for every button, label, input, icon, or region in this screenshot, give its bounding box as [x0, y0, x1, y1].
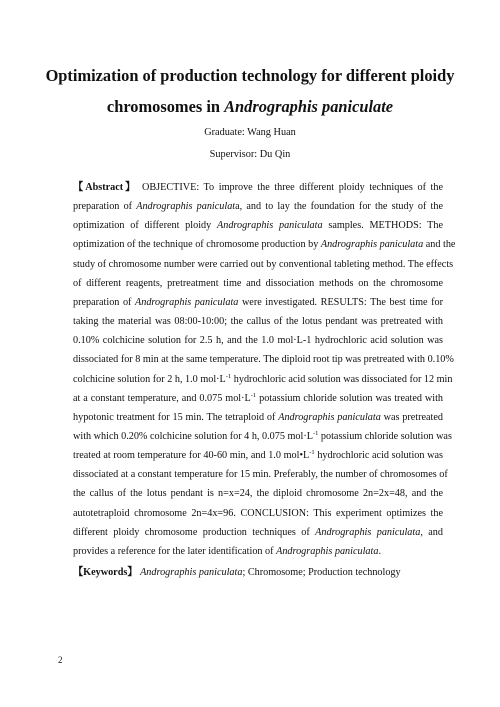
abstract-line	[73, 258, 454, 271]
text-segment: preparation of	[73, 296, 136, 308]
abstract-line	[73, 334, 443, 347]
abstract-line	[73, 487, 443, 500]
text-segment: colchicine solution for 2 h, 1.0 mol·L	[73, 373, 226, 385]
abstract-line	[73, 411, 443, 424]
abstract-line	[73, 238, 456, 251]
text-segment: a, and to lay the foundation for the study of the	[235, 201, 443, 213]
abstract-line	[73, 315, 443, 328]
graduate-line: Graduate: Wang Huan	[204, 127, 296, 138]
text-segment: study of chromosome number were carried out by conventional tableting method. The effects	[73, 258, 454, 270]
abstract-line	[73, 372, 453, 386]
species-name: Andrographis paniculata	[217, 220, 323, 232]
abstract-line	[73, 181, 443, 194]
text-segment: hydrochloric acid solution was dissociated for 12 min	[231, 373, 453, 385]
abstract-line	[73, 526, 443, 539]
text-segment: autotetraploid chromosome 2n=4x=96. CONCLUSION: This experiment optimizes the	[73, 507, 443, 519]
keywords-line	[73, 566, 401, 579]
superscript: -1	[312, 429, 319, 437]
text-segment: at a constant temperature, and 0.075 mol·L	[73, 392, 251, 404]
text-segment: OBJECTIVE: To improve the three different ploidy techniques of the	[137, 182, 443, 193]
text-segment: taking the material was 08:00-10:00; the callus of the lotus pendant was pretreated with	[73, 316, 443, 328]
text-segment: ; Chromosome; Production technology	[242, 567, 401, 578]
text-segment: optimization of the technique of chromosome production by	[73, 239, 321, 251]
thesis-title-line-1: Optimization of production technology for different ploidy	[45, 66, 455, 85]
text-segment: were investigated. RESULTS: The best time for	[238, 296, 444, 308]
text-segment: different ploidy chromosome production techniques of	[73, 526, 316, 538]
abstract-line	[73, 429, 452, 443]
superscript: -1	[225, 372, 232, 380]
supervisor-line: Supervisor: Du Qin	[209, 149, 291, 160]
text-segment: preparation of	[73, 201, 137, 213]
abstract-line	[73, 353, 454, 366]
text-segment: hydrochloric acid solution was	[314, 450, 443, 462]
species-name: Andrographis paniculata	[315, 526, 421, 538]
abstract-label: 【Abstract】	[73, 182, 138, 193]
text-segment: hypotonic treatment for 15 min. The tetraploid of	[73, 411, 279, 423]
abstract-line	[73, 507, 443, 520]
text-segment: of different reagents, pretreatment time and dissociation methods on the chromosome	[73, 277, 443, 289]
text-segment: dissociated for 8 min at the same temperature. The diploid root tip was pretreated with 0.10%	[73, 354, 454, 366]
superscript: -1	[309, 449, 315, 457]
text-segment: potassium chloride solution was	[318, 430, 452, 442]
abstract-line	[73, 219, 443, 232]
text-segment: with which 0.20% colchicine solution for 4 h, 0.075 mol·L	[73, 430, 313, 442]
species-name: Andrographis paniculata	[278, 411, 381, 423]
text-segment: dissociated at a constant temperature for 15 min. Preferably, the number of chromosomes of	[73, 469, 448, 481]
abstract-line	[73, 200, 443, 213]
abstract-line	[73, 392, 443, 405]
text-segment: provides a reference for the later identification of	[73, 545, 277, 557]
text-segment: the callus of the lotus pendant is n=x=24, the diploid chromosome 2n=2x=48, and the	[73, 488, 443, 500]
text-segment: .	[378, 545, 381, 557]
species-name: Andrographis paniculata	[140, 567, 243, 578]
text-segment: , and	[420, 526, 443, 538]
text-segment: potassium chloride solution was treated with	[256, 392, 443, 404]
species-name: Andrographis paniculata	[135, 296, 239, 308]
text-segment: and the	[423, 239, 456, 251]
text-segment: samples. METHODS: The	[322, 220, 443, 232]
abstract-line	[73, 545, 381, 558]
species-name: Andrographis paniculata	[320, 239, 424, 251]
page-number: 2	[58, 655, 63, 665]
text-segment: optimization of different ploidy	[73, 220, 217, 232]
title-italic-species: Andrographis paniculate	[224, 97, 394, 116]
abstract-line	[73, 296, 443, 309]
text-segment: treated at room temperature for 40-60 min, and 1.0 mol•L	[73, 450, 310, 462]
abstract-line	[73, 468, 448, 481]
abstract-line	[73, 449, 443, 462]
text-segment: 0.10% colchicine solution for 2.5 h, and the 1.0 mol·L-1 hydrochloric acid solution was	[73, 335, 443, 347]
species-name: Andrographis paniculat	[136, 201, 236, 213]
species-name: Andrographis paniculata	[276, 545, 379, 557]
superscript: -1	[250, 391, 257, 399]
thesis-title-line-2	[40, 97, 460, 117]
keywords-label: 【Keywords】	[73, 567, 138, 578]
title-plain-part: chromosomes in	[106, 97, 225, 116]
abstract-line	[73, 277, 443, 290]
text-segment: was pretreated	[380, 411, 443, 423]
